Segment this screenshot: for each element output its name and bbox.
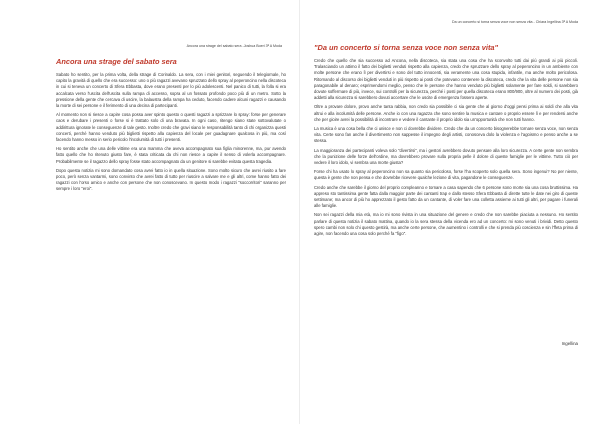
right-paragraph-5: Forse chi ha usato lo spray al peperoncino non sa quanto sia pericoloso, forse l'ha scoperto solo quella sera. Sono ingenui? No per niente, questa è gente che non pensa e che dovrebbe ricevere qualche lezione di vita, pagandone le conseguenze. xyxy=(314,169,578,181)
right-paragraph-7: Non sei ragazzi della mia età, ma io mi sono rivista in una situazione del genere e credo che non sarebbe piaciuta a nessuno. Ho sentito parlare di questa notizia il sabato mattina, quando io la sera stessa della vicenda ero ad un concerto: mi sono venuti i brividi. Detto questo spero cambi non solo chi questo gestirà, ma anche certe persone, che aumentino i controlli e che si prenda più coscienza e sin l'ffeta prima di agire, non facendo una cosa solo perché fa "figo". xyxy=(314,212,578,237)
left-article-title: Ancora una strage del sabato sera xyxy=(56,57,177,66)
right-paragraph-3: La musica è una cosa bella che ci unisce e non ci dovrebbe dividere. Credo che da un concerto bisognerebbe tornare senza voce, non senza vita. Certe sono fan anche il divertimento non sappesse il impegno degli artisti, conosceva dolo la violenza e l'agoismo e penso anche a se stessa. xyxy=(314,126,578,144)
right-paragraph-4: La maggioranza dei partecipanti voleva solo "divertirsi", ma i gestori avrebbero dovuto pensare alla loro sicurezza. A certe gente non sembra che la punizione delle forze dell'ordine, ma dovrebbero provare sulla propria pelle il dolore di queste famiglie per le vittime. Tutto ciò per vedere il loro idolo, vi sembra una morte giusta? xyxy=(314,147,578,166)
right-article-title: "Da un concerto si torna senza voce non senza vita" xyxy=(314,43,499,52)
right-paragraph-6: Credo anche che sarebbe il giorno del proprio compleanno e tornare a casa sapendo che 6 persone sono morte sia una cosa bruttissima. Ha appreso sto tantissima gente fatta dalla maggior parte dei cantanti trap e dallo stesso Sfera Ebbasta di dirette tutte le date nei giro di queste settimane; ma ancor di più ho apprezzato il gesto fatto da un cantante, di voler fare una colletta assieme ai tutti gli altri, per pagare i funerali alle famiglie. xyxy=(314,184,578,209)
author-signature: Ingellina xyxy=(561,341,578,346)
left-paragraph-4: Dopo questa notizia mi sono domandato cosa avrei fatto io in quella situazione. Sono molto sicuro che avrei riusito a fare poco, però senza vantarmi, sono convinto che avrei fatto di tutto per riuscire a salvare me e gli altri, come hanno fatto dei ragazzi con l'orso amico e anche con persone che non conoscevano. In questo modo i ragazzi "soccorritori" saranno per sempre i loro "eroi". xyxy=(56,167,286,192)
left-paragraph-2: Al momento non si riesce a capire cosa possa aver spinto questo o questi ragazzi a sprizzare lo spray: forse per generare caos e derubare i presenti o forse si è trattato solo di una bravata. In ogni caso, ritengo siano state sottovalutate o addirittura ignorate le conseguenze di tale gesto. Inoltre credo che gravi siano le responsabilità tanto di chi organizza questi concerti, perché hanno venduto più biglietti rispetto alla capienza del locale per guadagnare qualcosa in più, ma così facendo hanno messo in serio pericolo l'incolumità di tutti i presenti. xyxy=(56,112,286,143)
right-running-head: Da un concerto si torna senza voce non senza vita - Chiara Ingellina 3ª A Moda xyxy=(452,20,578,24)
left-running-head: Ancora una strage del sabato sera -Joshua Boeri 3ª A Moda xyxy=(186,44,282,48)
right-paragraph-1: Credo che quello che sia successo ad Ancona, nella discoteca, sia stata una cosa che ha sconvolto tutti dai più grandi ai più piccoli. Tralasciando un attimo il fatto dei biglietti venduti rispetto alla capienza, credo che spruzzare dello spray al peperoncino in un ambiente con molte persone che erano lì per divertirsi e sono del tutto innocenti, sia veramente una cosa stupida, infantile, ma anche molto pericolosa. Ritornando al discorso dei biglietti venduti in più rispetto ai posti che potevano contenere la discoteca, credo che la vita delle persone non sia paragonabile al denaro; esprimendomi meglio, penso che le persone che hanno venduto più biglietti solamente per fare soldi, si sarebbero dovute soffermare di più, invece, sui controlli per la sicurezza, perché i posti per quella discoteca erano 800/900, oltre al numero dei posti, già addetti alla sicurezza si sarebbero dovuti accertare che le uscite di emergenza fossero aperte. xyxy=(314,58,578,101)
right-page xyxy=(300,0,600,424)
left-paragraph-1: Sabato ho sentito, per la prima volta, della strage di Corinaldo. La sera, con i miei genitori, seguendo il telegiornale, ho capito la gravità di quello che era successo: uno o più ragazzi avevano spruzzato dello spray al peperoncino nella discoteca in cui si teneva un concerto di Sfera Ebbasta, dove erano presenti per lo più adolescenti. Nel panico di tutti, la folla si era accalcata verso l'uscita dell'uscita sulla rampa di accesso, sopra al un fossato profondo poco più di un metro. Sotto la pressione della gente che cercava di uscire, la balaustra della rampa ha ceduto, facendo cadere alcuni ragazzi e causando la morte di sei persone e il ferimento di una decina di partecipanti. xyxy=(56,72,286,109)
left-paragraph-3: Ho sentito anche che una delle vittime era una mamma che aveva accompagnato sua figlia minorenne, ma, pur avendo fatto quello che ho ritenuto giusto fare, è stata criticata da chi non riesce a capire il senso di volerla accompagnare. Probabilmente se il ragazzo dello spray fosse stato accompagnato da un genitore si sarebbe evitata questa tragedia. xyxy=(56,146,286,164)
right-paragraph-2: Oltre a provare dolore, provo anche tanta rabbia, non credo sia possibile ci sia gente che al giorno d'oggi pensi prima ai soldi che alla vita altrui e alla incolumità delle persone. Anche io con una ragazza che sono sentire la musica e cantare o proprio essere lì e per rendersi anche che per gioire avrei la possibilità di incontrare e vedere il cantante il proprio idolo sia un'opportunità che non tutti hanno. xyxy=(314,104,578,122)
